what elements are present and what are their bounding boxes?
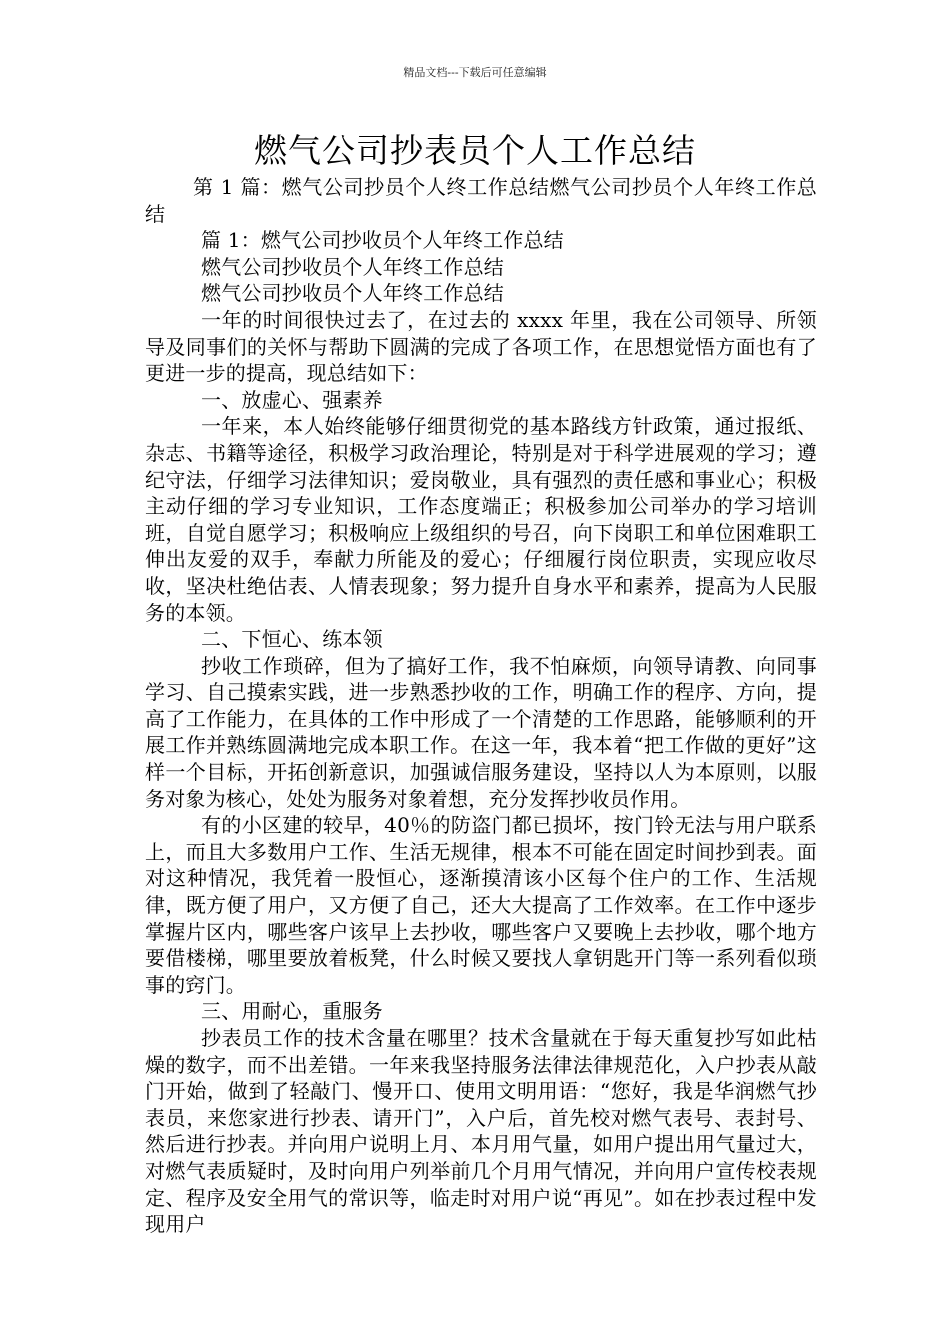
section-heading: 二、下恒心、练本领	[201, 627, 383, 652]
paragraph: 一年的时间很快过去了，在过去的 xxxx 年里，我在公司领导、所领导及同事们的关怀与帮助下圆满的完成了各项工作，在思想觉悟方面也有了更进一步的提高，现总结如下：	[145, 307, 817, 386]
paragraph: 燃气公司抄收员个人年终工作总结	[201, 281, 504, 306]
paragraph: 有的小区建的较早，40％的防盗门都已损坏，按门铃无法与用户联系上，而且大多数用户工作、生活无规律，根本不可能在固定时间抄到表。面对这种情况，我凭着一股恒心，逐渐摸清该小区每个住户的工作、生活规律，既方便了用户，又方便了自己，还大大提高了工作效率。在工作中逐步掌握片区内，哪些客户该早上去抄收，哪些客户又要晚上去抄收，哪个地方要借楼梯，哪里要放着板凳，什么时候又要找人拿钥匙开门等一系列看似琐事的窍门。	[145, 813, 817, 997]
section-heading: 三、用耐心，重服务	[201, 999, 383, 1024]
document-title: 燃气公司抄表员个人工作总结	[254, 131, 696, 170]
section-heading: 一、放虚心、强素养	[201, 387, 383, 412]
paragraph: 抄表员工作的技术含量在哪里？技术含量就在于每天重复抄写如此枯燥的数字，而不出差错。一年来我坚持服务法律法律规范化，入户抄表从敲门开始，做到了轻敲门、慢开口、使用文明用语：“您好，我是华润燃气抄表员，来您家进行抄表、请开门”，入户后，首先校对燃气表号、表封号、然后进行抄表。并向用户说明上月、本月用气量，如用户提出用气量过大，对燃气表质疑时，及时向用户列举前几个月用气情况，并向用户宣传校表规定、程序及安全用气的常识等，临走时对用户说“再见”。如在抄表过程中发现用户	[145, 1026, 817, 1237]
paragraph: 第 1 篇：燃气公司抄员个人终工作总结燃气公司抄员个人年终工作总结	[145, 175, 817, 226]
document-body	[145, 174, 817, 1238]
paragraph: 燃气公司抄收员个人年终工作总结	[201, 254, 504, 279]
paragraph: 篇 1：燃气公司抄收员个人年终工作总结	[201, 228, 564, 253]
paragraph: 一年来，本人始终能够仔细贯彻党的基本路线方针政策，通过报纸、杂志、书籍等途径，积极学习政治理论，特别是对于科学进展观的学习；遵纪守法，仔细学习法律知识；爱岗敬业，具有强烈的责任感和事业心；积极主动仔细的学习专业知识，工作态度端正；积极参加公司举办的学习培训班，自觉自愿学习；积极响应上级组织的号召，向下岗职工和单位困难职工伸出友爱的双手，奉献力所能及的爱心；仔细履行岗位职责，实现应收尽收，坚决杜绝估表、人情表现象；努力提升自身水平和素养，提高为人民服务的本领。	[145, 414, 817, 625]
page-header-note: 精品文档---下载后可任意编辑	[403, 66, 547, 79]
paragraph: 抄收工作琐碎，但为了搞好工作，我不怕麻烦，向领导请教、向同事学习、自己摸索实践，进一步熟悉抄收的工作，明确工作的程序、方向，提高了工作能力，在具体的工作中形成了一个清楚的工作思路，能够顺利的开展工作并熟练圆满地完成本职工作。在这一年，我本着“把工作做的更好”这样一个目标，开拓创新意识，加强诚信服务建设，坚持以人为本原则，以服务对象为核心，处处为服务对象着想，充分发挥抄收员作用。	[145, 653, 817, 811]
